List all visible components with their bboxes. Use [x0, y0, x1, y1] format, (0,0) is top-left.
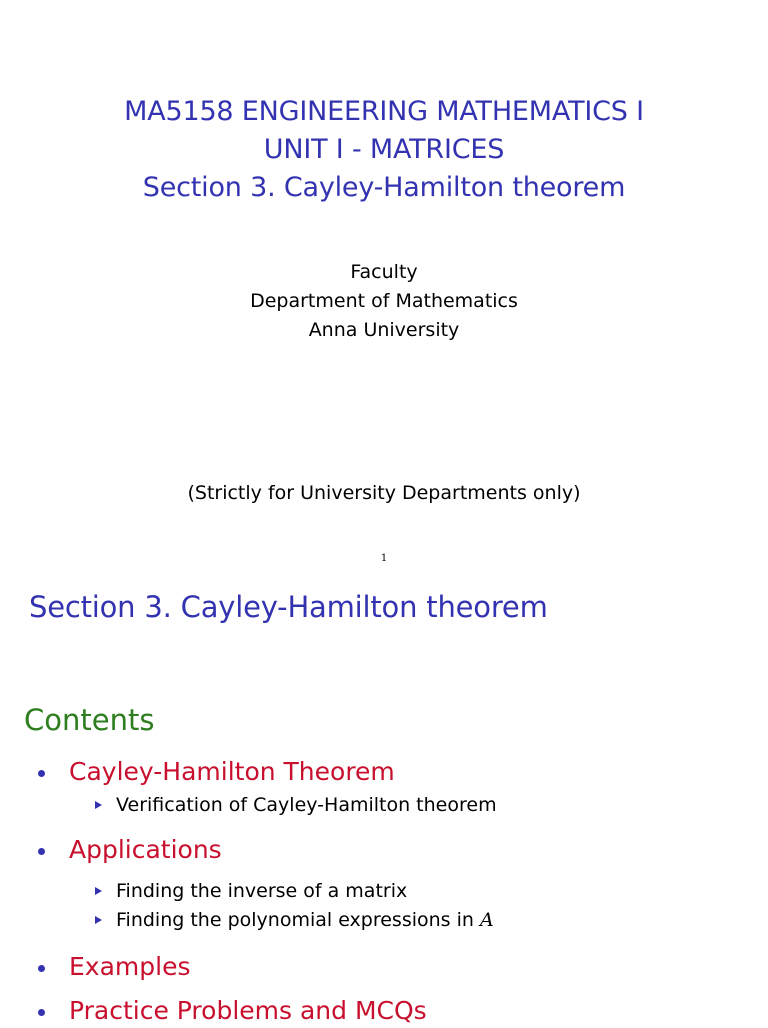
author-faculty: Faculty: [350, 261, 418, 283]
toc-subitem-label: Finding the inverse of a matrix: [116, 880, 408, 902]
triangle-bullet-icon: [95, 887, 102, 895]
toc-item-label: Cayley-Hamilton Theorem: [69, 757, 395, 786]
toc-subitem-text: Finding the polynomial expressions in: [116, 909, 474, 931]
bullet-dot-icon: [38, 1009, 45, 1016]
title-block: [0, 93, 768, 207]
bullet-dot-icon: [38, 848, 45, 855]
course-title: MA5158 ENGINEERING MATHEMATICS I: [124, 96, 644, 127]
author-university: Anna University: [308, 319, 460, 341]
contents-heading: Contents: [24, 703, 155, 737]
toc-subitem-label: [116, 906, 494, 934]
unit-title: UNIT I - MATRICES: [263, 134, 505, 165]
toc-item-label: Applications: [69, 835, 222, 864]
contents-slide: [0, 575, 768, 1024]
author-department: Department of Mathematics: [250, 290, 518, 312]
distribution-note: (Strictly for University Departments only): [187, 482, 581, 504]
frame-title: Section 3. Cayley-Hamilton theorem: [29, 590, 548, 624]
toc-subitem-label: Verification of Cayley-Hamilton theorem: [116, 794, 497, 816]
author-block: [0, 258, 768, 345]
triangle-bullet-icon: [95, 801, 102, 809]
toc-item-label: Practice Problems and MCQs: [69, 996, 427, 1025]
page-number: 1: [380, 553, 388, 564]
triangle-bullet-icon: [95, 916, 102, 924]
bullet-dot-icon: [38, 770, 45, 777]
bullet-dot-icon: [38, 965, 45, 972]
section-title: Section 3. Cayley-Hamilton theorem: [142, 172, 626, 203]
math-variable: A: [480, 909, 494, 931]
table-of-contents: [0, 575, 768, 1024]
toc-item-label: Examples: [69, 952, 191, 981]
